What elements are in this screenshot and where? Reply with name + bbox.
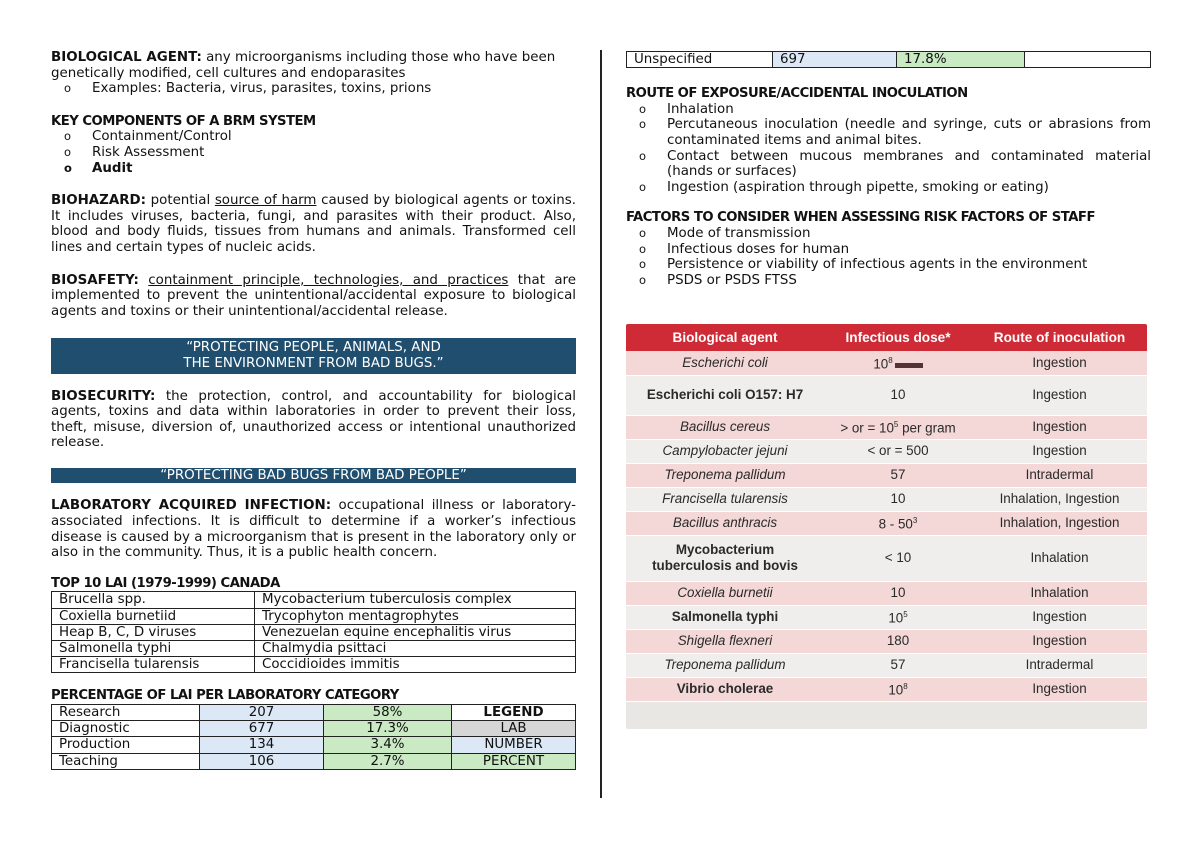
route-cell: Inhalation xyxy=(972,581,1147,605)
left-column xyxy=(51,50,576,770)
agent-cell: Shigella flexneri xyxy=(626,629,824,653)
table-row xyxy=(626,415,1147,439)
agent-cell: Campylobacter jejuni xyxy=(626,439,824,463)
table-row xyxy=(626,581,1147,605)
percentage-table xyxy=(51,704,576,770)
column-header: Route of inoculation xyxy=(972,324,1147,351)
list-item: o Percutaneous inoculation (needle and syringe, cuts or abrasions from contaminated items and animal bites. xyxy=(639,117,1151,148)
infectious-dose-table-image xyxy=(626,324,1147,729)
factors-list xyxy=(626,226,1151,288)
table-row xyxy=(626,677,1147,701)
legend-percent: PERCENT xyxy=(452,753,576,769)
list-item: o Examples: Bacteria, virus, parasites, toxins, prions xyxy=(64,81,576,97)
list-item: o Contact between mucous membranes and contaminated material (hands or surfaces) xyxy=(639,149,1151,180)
legend-number: NUMBER xyxy=(452,737,576,753)
percentage-table-continued xyxy=(626,51,1151,68)
table-header-row xyxy=(626,324,1147,351)
brm-list xyxy=(51,129,576,176)
brm-heading: KEY COMPONENTS OF A BRM SYSTEM xyxy=(51,113,316,129)
agent-cell: Vibrio cholerae xyxy=(626,677,824,701)
dose-cell: < 10 xyxy=(824,535,972,581)
table-row: Heap B, C, D viruses Venezuelan equine encephalitis virus xyxy=(52,624,576,640)
factors-heading: FACTORS TO CONSIDER WHEN ASSESSING RISK FACTORS OF STAFF xyxy=(626,210,1095,226)
route-cell: Intradermal xyxy=(972,463,1147,487)
route-cell: Ingestion xyxy=(972,677,1147,701)
agent-cell: Bacillus anthracis xyxy=(626,511,824,535)
list-item: o Audit xyxy=(64,161,576,177)
dose-cell: 10 xyxy=(824,581,972,605)
agent-cell: Escherichi coli xyxy=(626,351,824,375)
list-item: o Containment/Control xyxy=(64,129,576,145)
dose-cell: < or = 500 xyxy=(824,439,972,463)
agent-cell: Treponema pallidum xyxy=(626,463,824,487)
route-cell: Ingestion xyxy=(972,629,1147,653)
percentage-heading: PERCENTAGE OF LAI PER LABORATORY CATEGORY xyxy=(51,688,399,704)
list-item: o Mode of transmission xyxy=(639,226,1151,242)
agent-cell: Salmonella typhi xyxy=(626,605,824,629)
table-row xyxy=(626,487,1147,511)
table-row: Salmonella typhi Chalmydia psittaci xyxy=(52,641,576,657)
column-header: Biological agent xyxy=(626,324,824,351)
list-item: o Persistence or viability of infectious agents in the environment xyxy=(639,257,1151,273)
list-item: o Risk Assessment xyxy=(64,145,576,161)
table-row xyxy=(626,463,1147,487)
lai-definition: LABORATORY ACQUIRED INFECTION: occupational illness or laboratory-associated infections. It is difficult to determine if a worker’s infectious disease is caused by a microorganism that is present in the laboratory only or also in the community. Thus, it is a public health concern. xyxy=(51,498,576,561)
table-row: Production 134 3.4% NUMBER xyxy=(52,737,576,753)
column-divider xyxy=(600,50,602,798)
dose-cell: 10 xyxy=(824,487,972,511)
table-row: Teaching 106 2.7% PERCENT xyxy=(52,753,576,769)
agent-cell: Escherichi coli O157: H7 xyxy=(626,375,824,415)
route-cell: Ingestion xyxy=(972,605,1147,629)
column-header: Infectious dose* xyxy=(824,324,972,351)
route-heading: ROUTE OF EXPOSURE/ACCIDENTAL INOCULATION xyxy=(626,86,968,102)
route-cell: Ingestion xyxy=(972,375,1147,415)
biological-agent-examples xyxy=(51,81,576,97)
route-cell: Ingestion xyxy=(972,415,1147,439)
route-cell: Ingestion xyxy=(972,351,1147,375)
dose-cell: 10 xyxy=(824,375,972,415)
agent-cell: Francisella tularensis xyxy=(626,487,824,511)
redaction-mark xyxy=(895,363,923,368)
banner-protecting-people: “PROTECTING PEOPLE, ANIMALS, AND THE ENVIRONMENT FROM BAD BUGS.” xyxy=(51,338,576,373)
biosafety-definition: BIOSAFETY: containment principle, technologies, and practices that are implemented to prevent the unintentional/accidental exposure to biological agents and toxins or their unintentional/accidental release. xyxy=(51,272,576,319)
banner-protecting-bad-bugs: “PROTECTING BAD BUGS FROM BAD PEOPLE” xyxy=(51,468,576,484)
table-row: Coxiella burnetiid Trycophyton mentagrophytes xyxy=(52,608,576,624)
agent-cell: Bacillus cereus xyxy=(626,415,824,439)
dose-cell: $10^8$ xyxy=(824,351,972,375)
route-cell: Intradermal xyxy=(972,653,1147,677)
biosecurity-definition: BIOSECURITY: the protection, control, and accountability for biological agents, toxins and data within laboratories in order to prevent their loss, theft, misuse, diversion of, unauthorized access or intentional unauthorized release. xyxy=(51,388,576,451)
agent-cell: Mycobacterium tuberculosis and bovis xyxy=(626,535,824,581)
infectious-dose-table xyxy=(626,324,1147,702)
table-row: Research 207 58% LEGEND xyxy=(52,705,576,721)
table-row xyxy=(626,351,1147,375)
top10-heading: TOP 10 LAI (1979-1999) CANADA xyxy=(51,575,280,591)
dose-cell: $8 - 50^3$ xyxy=(824,511,972,535)
table-row xyxy=(626,653,1147,677)
dose-cell: > or = $10^5$ per gram xyxy=(824,415,972,439)
agent-cell: Treponema pallidum xyxy=(626,653,824,677)
legend-lab: LAB xyxy=(452,721,576,737)
route-cell: Inhalation, Ingestion xyxy=(972,511,1147,535)
table-row xyxy=(626,629,1147,653)
dose-cell: 57 xyxy=(824,463,972,487)
top10-table xyxy=(51,591,576,673)
right-column xyxy=(626,51,1151,288)
dose-cell: $10^5$ xyxy=(824,605,972,629)
list-item: o Ingestion (aspiration through pipette, smoking or eating) xyxy=(639,180,1151,196)
dose-cell: $10^8$ xyxy=(824,677,972,701)
table-row: Francisella tularensis Coccidioides immitis xyxy=(52,657,576,673)
list-item: o Inhalation xyxy=(639,102,1151,118)
dose-cell: 180 xyxy=(824,629,972,653)
biological-agent-definition: BIOLOGICAL AGENT: any microorganisms including those who have been genetically modified, cell cultures and endoparasites xyxy=(51,50,556,81)
table-row: Diagnostic 677 17.3% LAB xyxy=(52,721,576,737)
route-cell: Inhalation xyxy=(972,535,1147,581)
route-cell: Inhalation, Ingestion xyxy=(972,487,1147,511)
route-list xyxy=(626,102,1151,196)
list-item: o Infectious doses for human xyxy=(639,242,1151,258)
table-row xyxy=(626,439,1147,463)
list-item: o PSDS or PSDS FTSS xyxy=(639,273,1151,289)
table-row xyxy=(626,511,1147,535)
legend-title: LEGEND xyxy=(452,705,576,721)
table-row: Unspecified 697 17.8% xyxy=(627,52,1151,68)
table-row xyxy=(626,605,1147,629)
table-row: Brucella spp. Mycobacterium tuberculosis complex xyxy=(52,592,576,608)
table-row xyxy=(626,375,1147,415)
biohazard-definition: BIOHAZARD: potential source of harm caused by biological agents or toxins. It includes viruses, bacteria, fungi, and parasites with their product. Also, blood and body fluids, tissues from humans and animals. Transformed cell lines and certain types of nucleic acids. xyxy=(51,193,576,255)
table-row xyxy=(626,535,1147,581)
route-cell: Ingestion xyxy=(972,439,1147,463)
dose-cell: 57 xyxy=(824,653,972,677)
agent-cell: Coxiella burnetii xyxy=(626,581,824,605)
